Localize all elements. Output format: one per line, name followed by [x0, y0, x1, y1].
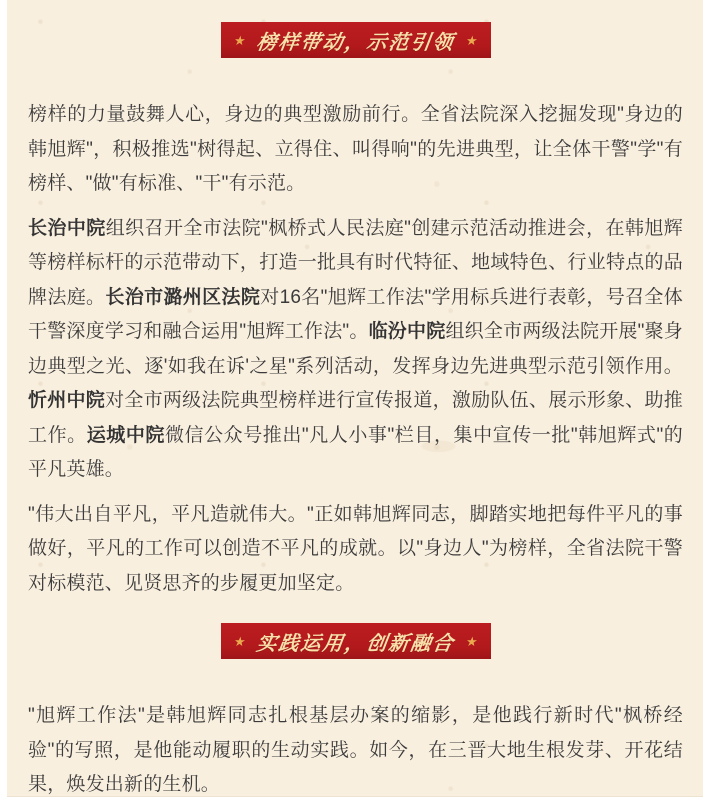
article-paragraph: "旭辉工作法"是韩旭辉同志扎根基层办案的缩影，是他践行新时代"枫桥经验"的写照，是他能动履职的生动实践。如今，在三晋大地生根发芽、开花结果，焕发出新的生机。: [28, 705, 683, 795]
article-paragraph: "伟大出自平凡，平凡造就伟大。"正如韩旭辉同志，脚踏实地把每件平凡的事做好，平凡的工作可以创造不平凡的成就。以"身边人"为榜样，全省法院干警对标模范、见贤思齐的步履更加坚定。: [28, 503, 683, 594]
star-icon: ★: [464, 633, 479, 649]
section-banner-title: 榜样带动，示范引领: [254, 31, 456, 54]
section-banner-title: 实践运用，创新融合: [254, 632, 456, 655]
star-icon: ★: [232, 633, 247, 649]
section-banner-ribbon: [221, 22, 491, 58]
section-banner-models-lead: [221, 22, 491, 58]
star-icon: ★: [232, 32, 247, 48]
star-icon: ★: [464, 32, 479, 48]
article-paragraph: 榜样的力量鼓舞人心，身边的典型激励前行。全省法院深入挖掘发现"身边的韩旭辉"，积极推选"树得起、立得住、叫得响"的先进典型，让全体干警"学"有榜样、"做"有标准、"干"有示范。: [28, 104, 683, 194]
section-banner-ribbon: [221, 623, 491, 659]
article-content: [7, 0, 703, 803]
article-paragraph: 长治中院组织召开全市法院"枫桥式人民法庭"创建示范活动推进会，在韩旭辉等榜样标杆的示范带动下，打造一批具有时代特征、地域特色、行业特点的品牌法庭。长治市潞州区法院对16名"旭辉工作法"学用标兵进行表彰，号召全体干警深度学习和融合运用"旭辉工作法"。临汾中院组织全市两级法院开展"聚身边典型之光、逐'如我在诉'之星"系列活动，发挥身边先进典型示范引领作用。忻州中院对全市两级法院典型榜样进行宣传报道，激励队伍、展示形象、助推工作。运城中院微信公众号推出"凡人小事"栏目，集中宣传一批"韩旭辉式"的平凡英雄。: [28, 217, 683, 480]
section-banner-practice: [221, 623, 491, 659]
article-paper-background: [7, 0, 703, 797]
